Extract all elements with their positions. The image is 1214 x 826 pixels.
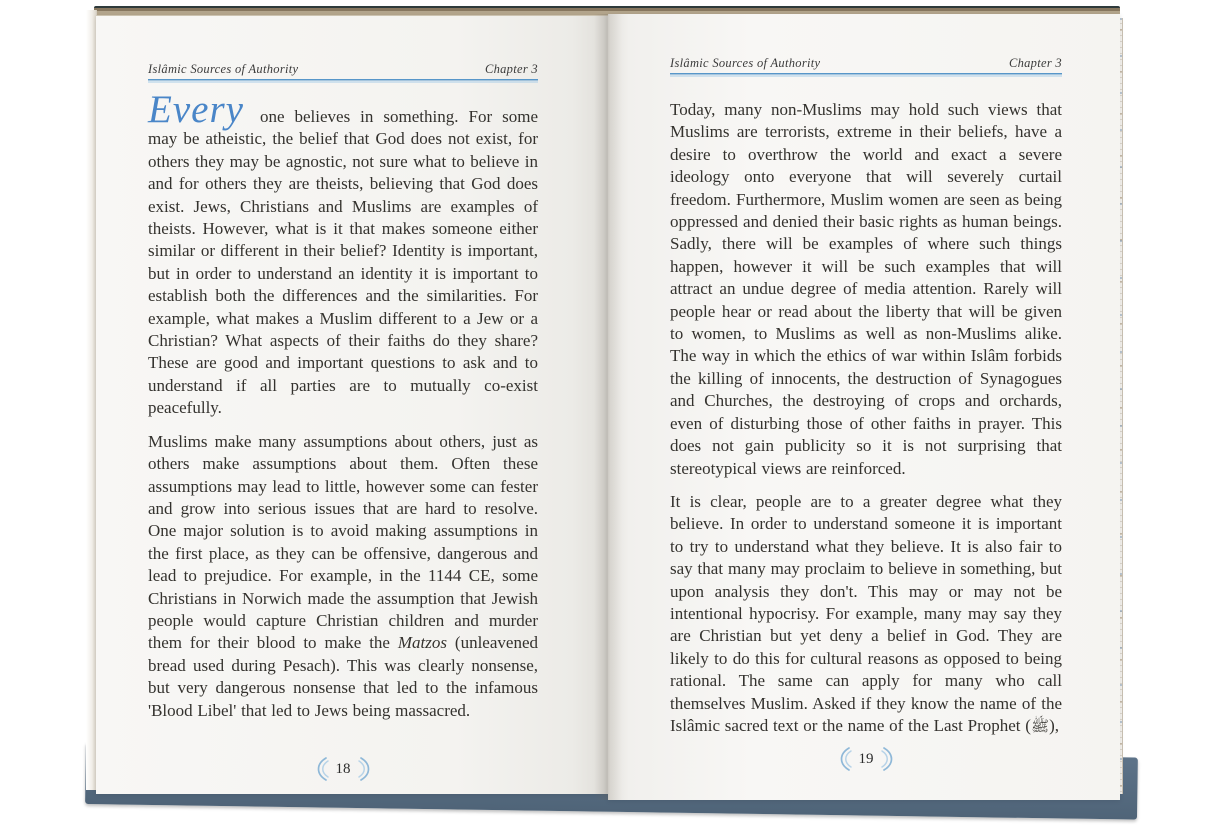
paragraph-text: one believes in something. For some may be atheistic, the belief that God does not exist, for others they may be agnostic, not sure what to believe in and for others they are theists, believing that God does exist. Jews, Christians and Muslims are examples of theists. However, what is it that makes someone either similar or different in their belief? Identity is important, but in order to understand an identity it is important to establish both the differences and the similarities. For example, what makes a Muslim different to a Jew or a Christian? What aspects of their faiths do they share? These are good and important questions to ask and to understand if all parties are to mutually co-exist peacefully. — [148, 107, 538, 418]
paragraph — [670, 99, 1062, 480]
paragraph-text: (unleavened bread used during Pesach). This was clearly nonsense, but very dangerous nonsense that led to the infamous 'Blood Libel' that led to Jews being massacred. — [148, 633, 538, 720]
header-title: Islâmic Sources of Authority — [670, 56, 821, 70]
body-text — [148, 88, 538, 722]
header-chapter: Chapter 3 — [484, 62, 538, 76]
header-rule — [148, 79, 538, 83]
paragraph-text: It is clear, people are to a greater degree what they believe. In order to understand someone it is important to try to understand what they believe. It is also fair to say that many may proclaim to believe in something, but upon analysis they don't. This may or may not be intentional hypocrisy. For example, many may say they are Christian but yet deny a belief in God. They are likely to do this for cultural reasons as opposed to being rational. The same can apply for many who call themselves Muslim. Asked if they know the name of the Islâmic sacred text or the name of the Last Prophet ( — [670, 491, 1062, 735]
paragraph — [148, 88, 538, 420]
ornament-left-icon — [313, 756, 329, 782]
header-rule — [670, 73, 1062, 77]
paragraph-text: Today, many non-Muslims may hold such views that Muslims are terrorists, extreme in their beliefs, have a desire to overthrow the world and exact a severe ideology onto everyone that will severely curtail freedom. Furthermore, Muslim women are seen as being oppressed and denied their basic rights as human beings. Sadly, there will be examples of where such things happen, however it will be such examples that will attract an undue degree of media attention. Rarely will people hear or read about the liberty that will be given to women, to Muslims as well as non-Muslims alike. The way in which the ethics of war within Islâm forbids the killing of innocents, the destruction of Synagogues and Churches, the destroying of crops and orchards, even of disturbing those of other faiths in prayer. This does not gain publicity so it is not surprising that stereotypical views are reinforced. — [670, 100, 1062, 478]
header-title: Islâmic Sources of Authority — [148, 62, 299, 76]
paragraph — [670, 491, 1062, 737]
paragraph-text: ), — [1049, 715, 1059, 735]
page-number — [148, 756, 538, 782]
prophet-honorific-symbol: ﷺ — [1030, 716, 1050, 735]
ornament-left-icon — [836, 746, 852, 772]
paragraph — [148, 431, 538, 722]
ornament-right-icon — [358, 756, 374, 782]
ornament-right-icon — [881, 746, 897, 772]
drop-word: Every — [148, 88, 244, 131]
header-chapter: Chapter 3 — [1008, 56, 1062, 70]
italic-term: Matzos — [397, 633, 448, 653]
left-page — [96, 16, 608, 794]
page-header — [148, 62, 538, 83]
paragraph-text: Muslims make many assumptions about others, just as others make assumptions about them. Often these assumptions may lead to little, however some can fester and grow into serious issues that are hard to resolve. One major solution is to avoid making assumptions in the first place, as they can be offensive, dangerous and lead to prejudice. For example, in the 1144 CE, some Christians in Norwich made the assumption that Jewish people would capture Christian children and murder them for their blood to make the — [148, 431, 538, 653]
page-number — [670, 746, 1062, 772]
right-page — [608, 14, 1120, 800]
body-text — [670, 99, 1062, 737]
page-number-value: 18 — [335, 760, 351, 777]
page-number-value: 19 — [858, 750, 874, 767]
page-header — [670, 56, 1062, 77]
